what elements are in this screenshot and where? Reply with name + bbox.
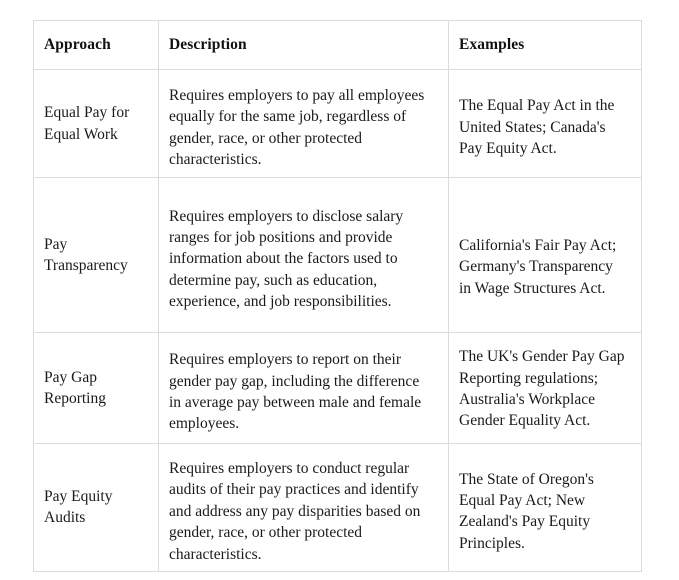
table-row — [34, 444, 642, 572]
column-header-description: Description — [159, 21, 449, 70]
cell-approach — [34, 444, 159, 572]
cell-examples — [449, 444, 642, 572]
approach-text: Pay Equity Audits — [44, 488, 113, 527]
description-text: Requires employers to conduct regular audits of their pay practices and identify and address any pay disparities based on gender, race, or other protected characteristics. — [169, 460, 421, 563]
description-text: Requires employers to disclose salary ranges for job positions and provide information about the factors used to determine pay, such as education, experience, and job responsibilities. — [169, 207, 404, 311]
cell-approach — [34, 70, 159, 178]
approach-text: Pay Gap Reporting — [44, 368, 106, 407]
cell-description — [159, 444, 449, 572]
cell-approach — [34, 178, 159, 333]
examples-text: The State of Oregon's Equal Pay Act; New Zealand's Pay Equity Principles. — [459, 470, 594, 552]
cell-examples — [449, 333, 642, 444]
pay-equity-approaches-table — [33, 20, 642, 572]
table-row — [34, 70, 642, 178]
description-text: Requires employers to report on their gender pay gap, including the difference in average pay between male and female employees. — [169, 351, 422, 433]
table-body — [34, 70, 642, 572]
examples-text: The UK's Gender Pay Gap Reporting regulations; Australia's Workplace Gender Equality Act. — [459, 348, 625, 430]
cell-description — [159, 178, 449, 333]
description-text: Requires employers to pay all employees equally for the same job, regardless of gender, race, or other protected characteristics. — [169, 86, 425, 168]
cell-description — [159, 333, 449, 444]
approach-text: Pay Transparency — [44, 235, 128, 274]
column-header-examples: Examples — [449, 21, 642, 70]
examples-text: California's Fair Pay Act; Germany's Transparency in Wage Structures Act. — [459, 236, 617, 297]
table-header-row — [34, 21, 642, 70]
cell-description — [159, 70, 449, 178]
cell-examples — [449, 178, 642, 333]
approach-table-container — [33, 20, 641, 572]
approach-text: Equal Pay for Equal Work — [44, 104, 130, 143]
cell-approach — [34, 333, 159, 444]
table-header — [34, 21, 642, 70]
table-row — [34, 178, 642, 333]
cell-examples — [449, 70, 642, 178]
column-header-approach: Approach — [34, 21, 159, 70]
table-row — [34, 333, 642, 444]
examples-text: The Equal Pay Act in the United States; Canada's Pay Equity Act. — [459, 97, 615, 158]
